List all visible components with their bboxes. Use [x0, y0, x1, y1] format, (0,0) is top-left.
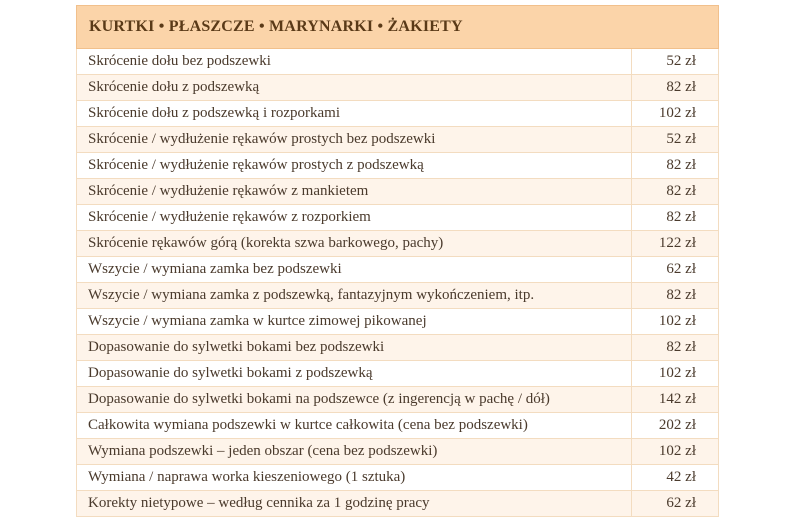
table-header	[77, 6, 719, 49]
table-row	[77, 361, 719, 387]
service-price: 52 zł	[632, 49, 719, 75]
service-name: Skrócenie / wydłużenie rękawów prostych bez podszewki	[77, 127, 632, 153]
table-row	[77, 231, 719, 257]
service-price: 122 zł	[632, 231, 719, 257]
service-price: 102 zł	[632, 101, 719, 127]
service-name: Skrócenie / wydłużenie rękawów z mankietem	[77, 179, 632, 205]
table-row	[77, 257, 719, 283]
service-price: 82 zł	[632, 205, 719, 231]
table-row	[77, 127, 719, 153]
table-row	[77, 205, 719, 231]
table-row	[77, 75, 719, 101]
service-price: 102 zł	[632, 439, 719, 465]
service-price: 142 zł	[632, 387, 719, 413]
service-name: Wszycie / wymiana zamka bez podszewki	[77, 257, 632, 283]
table-row	[77, 49, 719, 75]
section-title: KURTKI • PŁASZCZE • MARYNARKI • ŻAKIETY	[77, 6, 719, 49]
table-row	[77, 179, 719, 205]
service-price: 52 zł	[632, 127, 719, 153]
service-price: 82 zł	[632, 283, 719, 309]
service-price: 102 zł	[632, 361, 719, 387]
table-row	[77, 283, 719, 309]
service-name: Skrócenie dołu bez podszewki	[77, 49, 632, 75]
service-price: 62 zł	[632, 257, 719, 283]
header-row	[77, 6, 719, 49]
table-row	[77, 335, 719, 361]
table-row	[77, 309, 719, 335]
service-price: 102 zł	[632, 309, 719, 335]
table-row	[77, 387, 719, 413]
table-row	[77, 439, 719, 465]
price-list-table	[76, 5, 719, 517]
table-row	[77, 465, 719, 491]
service-name: Skrócenie dołu z podszewką i rozporkami	[77, 101, 632, 127]
service-name: Skrócenie / wydłużenie rękawów z rozporkiem	[77, 205, 632, 231]
service-name: Wymiana / naprawa worka kieszeniowego (1 sztuka)	[77, 465, 632, 491]
table-row	[77, 153, 719, 179]
service-name: Dopasowanie do sylwetki bokami bez podszewki	[77, 335, 632, 361]
service-name: Wymiana podszewki – jeden obszar (cena bez podszewki)	[77, 439, 632, 465]
service-price: 82 zł	[632, 153, 719, 179]
service-name: Dopasowanie do sylwetki bokami na podszewce (z ingerencją w pachę / dół)	[77, 387, 632, 413]
service-price: 82 zł	[632, 179, 719, 205]
service-price: 82 zł	[632, 335, 719, 361]
service-name: Skrócenie / wydłużenie rękawów prostych z podszewką	[77, 153, 632, 179]
service-name: Wszycie / wymiana zamka z podszewką, fantazyjnym wykończeniem, itp.	[77, 283, 632, 309]
table-body	[77, 49, 719, 517]
service-price: 82 zł	[632, 75, 719, 101]
service-price: 42 zł	[632, 465, 719, 491]
service-name: Wszycie / wymiana zamka w kurtce zimowej pikowanej	[77, 309, 632, 335]
service-price: 62 zł	[632, 491, 719, 517]
table-row	[77, 491, 719, 517]
service-name: Całkowita wymiana podszewki w kurtce całkowita (cena bez podszewki)	[77, 413, 632, 439]
service-name: Dopasowanie do sylwetki bokami z podszewką	[77, 361, 632, 387]
table-row	[77, 413, 719, 439]
service-price: 202 zł	[632, 413, 719, 439]
service-name: Korekty nietypowe – według cennika za 1 godzinę pracy	[77, 491, 632, 517]
service-name: Skrócenie rękawów górą (korekta szwa barkowego, pachy)	[77, 231, 632, 257]
table-row	[77, 101, 719, 127]
service-name: Skrócenie dołu z podszewką	[77, 75, 632, 101]
